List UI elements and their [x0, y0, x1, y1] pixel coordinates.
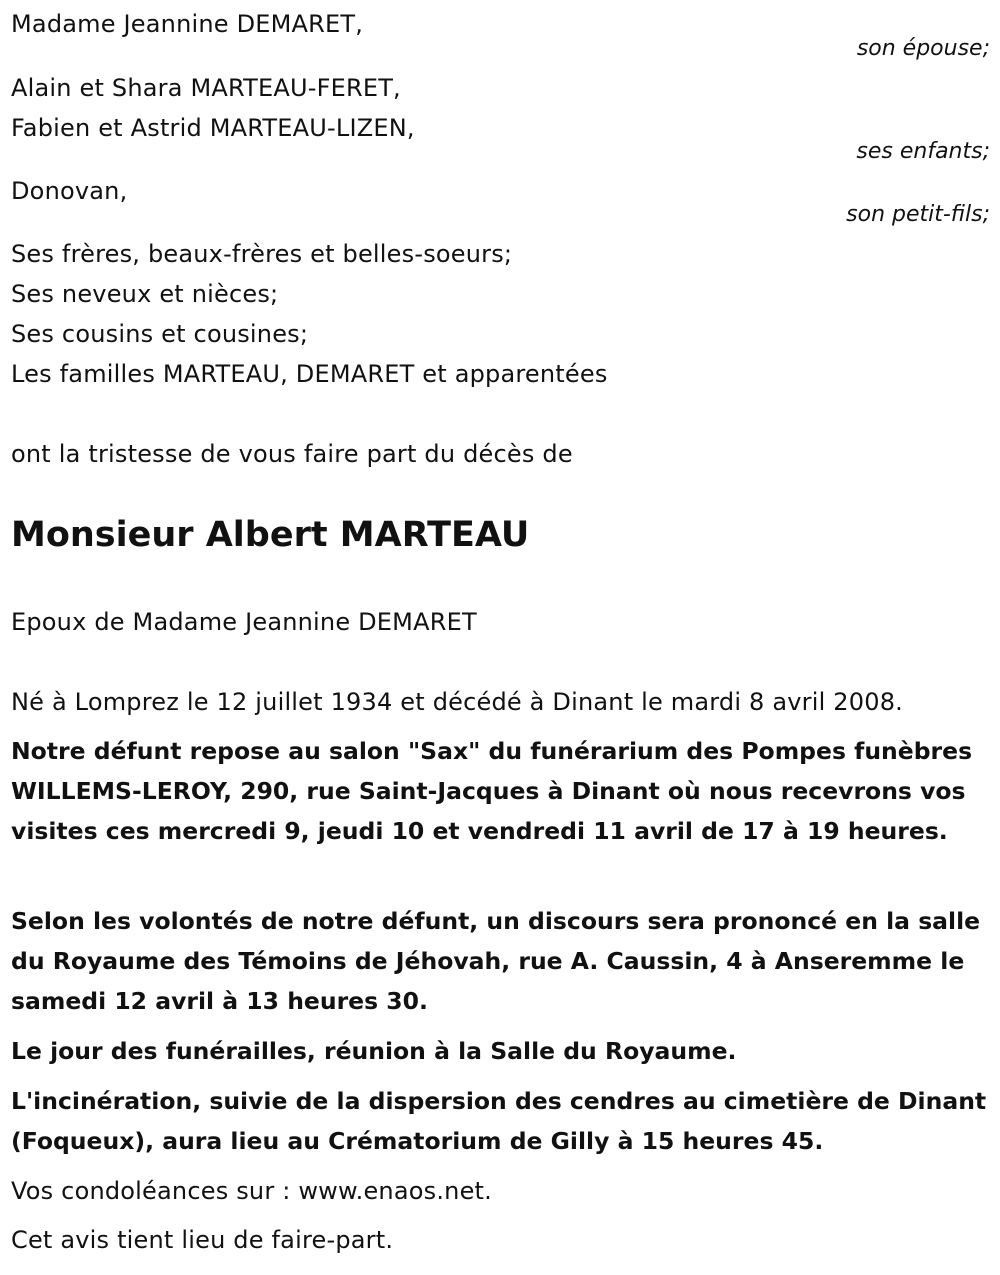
- children-role: ses enfants;: [856, 139, 990, 164]
- spouse-role: son épouse;: [856, 36, 990, 61]
- birth-death-dates: Né à Lomprez le 12 juillet 1934 et décédé à Dinant le mardi 8 avril 2008.: [11, 688, 904, 716]
- grandson-role: son petit-fils;: [846, 202, 990, 227]
- notice-text: Cet avis tient lieu de faire-part.: [11, 1226, 394, 1254]
- visitation-info: Notre défunt repose au salon "Sax" du funérarium des Pompes funèbres WILLEMS-LEROY, 290, rue Saint-Jacques à Dinant où nous recevrons vos visites ces mercredi 9, jeudi 10 et vendredi 11 avril de 17 à 19 heures.: [11, 737, 973, 845]
- relatives-line: Ses frères, beaux-frères et belles-soeurs;: [11, 240, 513, 268]
- speech-info: Selon les volontés de notre défunt, un discours sera prononcé en la salle du Royaume des Témoins de Jéhovah, rue A. Caussin, 4 à Anseremme le samedi 12 avril à 13 heures 30.: [11, 907, 981, 1015]
- relatives-line: Les familles MARTEAU, DEMARET et apparentées: [11, 360, 608, 388]
- relatives-line: Ses cousins et cousines;: [11, 320, 309, 348]
- child-name: Fabien et Astrid MARTEAU-LIZEN,: [11, 114, 415, 142]
- spouse-name: Madame Jeannine DEMARET,: [11, 10, 364, 38]
- grandson-name: Donovan,: [11, 177, 128, 205]
- child-name: Alain et Shara MARTEAU-FERET,: [11, 74, 401, 102]
- announcement-intro: ont la tristesse de vous faire part du décès de: [11, 440, 573, 468]
- deceased-name: Monsieur Albert MARTEAU: [11, 515, 530, 555]
- relatives-line: Ses neveux et nièces;: [11, 280, 279, 308]
- cremation-info: L'incinération, suivie de la dispersion des cendres au cimetière de Dinant (Foqueux), aura lieu au Crématorium de Gilly à 15 heures 45.: [11, 1087, 987, 1155]
- spouse-of: Epoux de Madame Jeannine DEMARET: [11, 608, 477, 636]
- funeral-day-info: Le jour des funérailles, réunion à la Salle du Royaume.: [11, 1037, 737, 1065]
- condolences-link: Vos condoléances sur : www.enaos.net.: [11, 1177, 492, 1205]
